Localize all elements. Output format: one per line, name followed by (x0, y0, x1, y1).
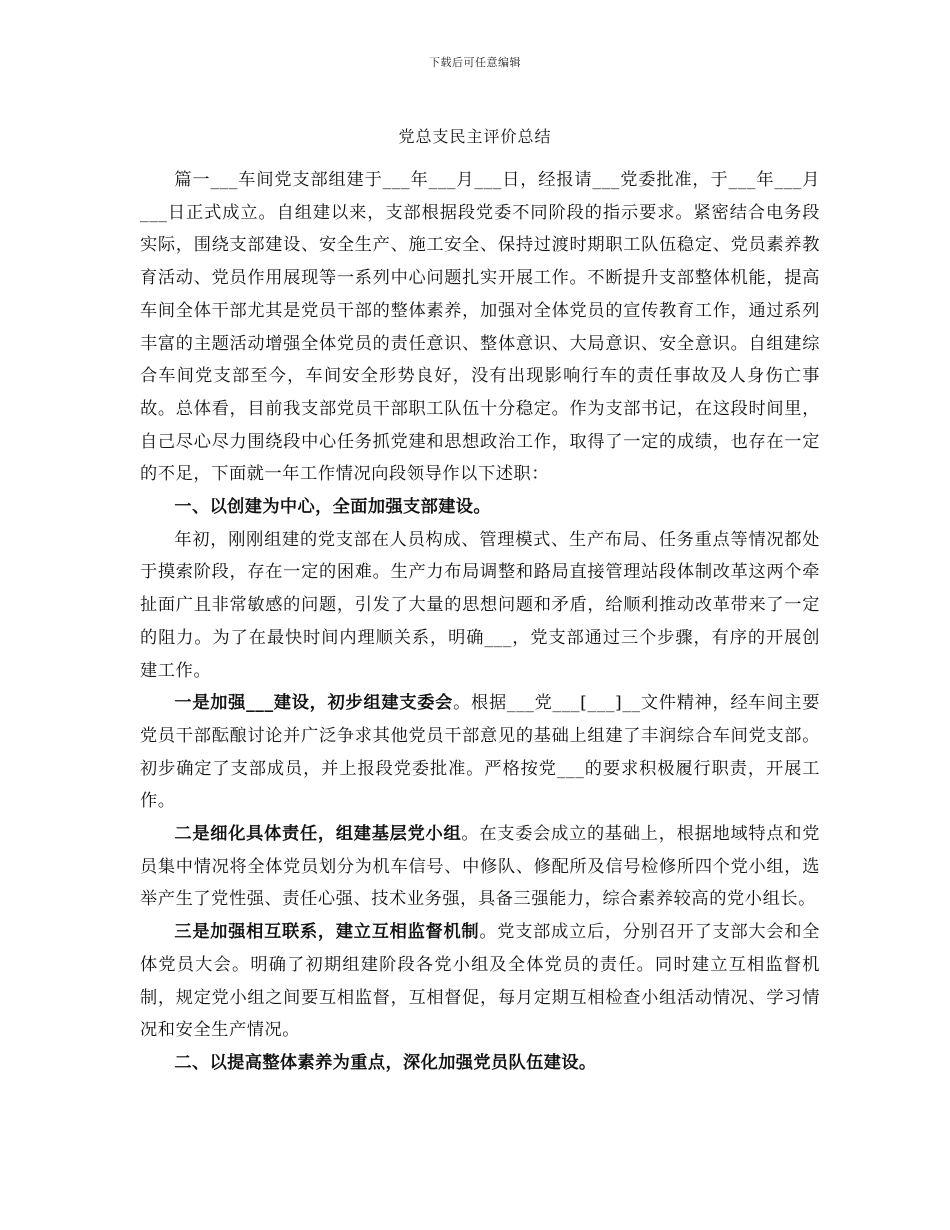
document-title: 党总支民主评价总结 (398, 127, 552, 146)
header-note: 下载后可任意编辑 (429, 56, 521, 69)
point-1-lead: 一是加强___建设，初步组建支委会 (174, 693, 454, 714)
point-2-lead: 二是细化具体责任，组建基层党小组 (174, 824, 462, 845)
section-1-point-2 (140, 818, 820, 916)
point-3-body: 。党支部成立后，分别召开了支部大会和全体党员大会。明确了初期组建阶段各党小组及全体党员的责任。同时建立互相监督机制，规定党小组之间要互相监督，互相督促，每月定期互相检查小组活动情况、学习情况和安全生产情况。 (140, 922, 821, 1041)
section-1-paragraph: 年初，刚刚组建的党支部在人员构成、管理模式、生产布局、任务重点等情况都处于摸索阶段，存在一定的困难。生产力布局调整和路局直接管理站段体制改革这两个牵扯面广且非常敏感的问题，引发了大量的思想问题和矛盾，给顺利推动改革带来了一定的阻力。为了在最快时间内理顺关系，明确___，党支部通过三个步骤，有序的开展创建工作。 (140, 529, 820, 681)
section-heading-1: 一、以创建为中心，全面加强支部建设。 (174, 497, 491, 518)
point-3-lead: 三是加强相互联系，建立互相监督机制 (174, 922, 480, 943)
document-body (140, 164, 820, 1080)
section-1-point-3 (140, 916, 820, 1047)
section-heading-2: 二、以提高整体素养为重点，深化加强党员队伍建设。 (174, 1052, 597, 1073)
intro-paragraph: 篇一___车间党支部组建于___年___月___日，经报请___党委批准，于___年___月___日正式成立。自组建以来，支部根据段党委不同阶段的指示要求。紧密结合电务段实际，围绕支部建设、安全生产、施工安全、保持过渡时期职工队伍稳定、党员素养教育活动、党员作用展现等一系列中心问题扎实开展工作。不断提升支部整体机能，提高车间全体干部尤其是党员干部的整体素养，加强对全体党员的宣传教育工作，通过系列丰富的主题活动增强全体党员的责任意识、整体意识、大局意识、安全意识。自组建综合车间党支部至今，车间安全形势良好，没有出现影响行车的责任事故及人身伤亡事故。总体看，目前我支部党员干部职工队伍十分稳定。作为支部书记，在这段时间里，自己尽心尽力围绕段中心任务抓党建和思想政治工作，取得了一定的成绩，也存在一定的不足，下面就一年工作情况向段领导作以下述职： (140, 170, 820, 485)
point-2-body: 。在支委会成立的基础上，根据地域特点和党员集中情况将全体党员划分为机车信号、中修队、修配所及信号检修所四个党小组，选举产生了党性强、责任心强、技术业务强，具备三强能力，综合素养较高的党小组长。 (140, 824, 820, 910)
point-1-body: 。根据___党___[___]__文件精神，经车间主要党员干部酝酿讨论并广泛争求其他党员干部意见的基础上组建了丰润综合车间党支部。初步确定了支部成员，并上报段党委批准。严格按党___的要求积极履行职责，开展工作。 (140, 693, 820, 812)
section-1-point-1 (140, 687, 820, 818)
